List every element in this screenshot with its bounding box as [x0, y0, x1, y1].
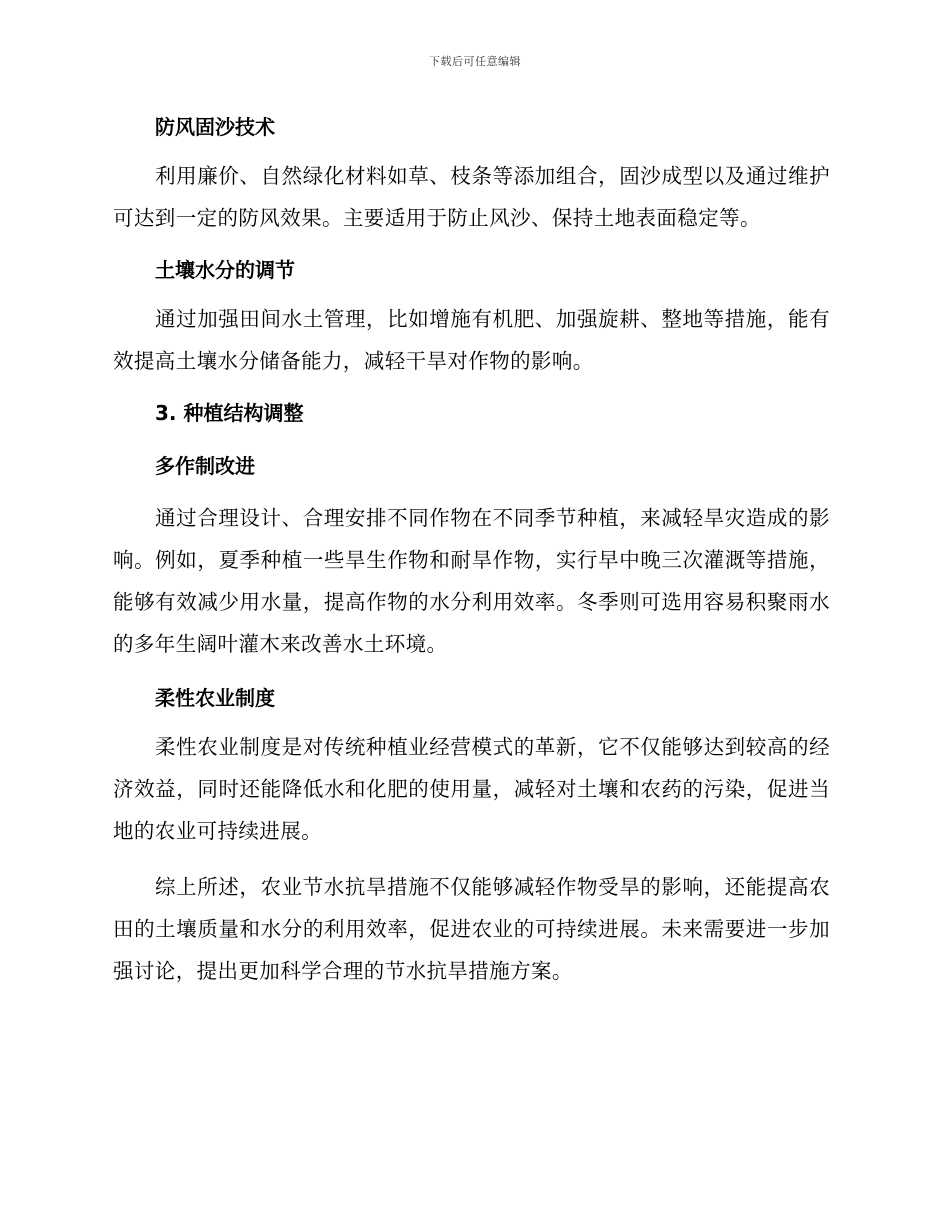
paragraph-flexible-agriculture: 柔性农业制度是对传统种植业经营模式的革新，它不仅能够达到较高的经济效益，同时还能降低水和化肥的使用量，减轻对土壤和农药的污染，促进当地的农业可持续进展。	[113, 735, 830, 843]
document-body	[113, 110, 830, 992]
paragraph-conclusion: 综上所述，农业节水抗旱措施不仅能够减轻作物受旱的影响，还能提高农田的土壤质量和水分的利用效率，促进农业的可持续进展。未来需要进一步加强讨论，提出更加科学合理的节水抗旱措施方案。	[113, 875, 830, 983]
page-header: 下载后可任意编辑	[429, 55, 521, 68]
section-heading-planting-structure: 3. 种植结构调整	[155, 401, 304, 425]
section-heading-flexible-agriculture: 柔性农业制度	[155, 686, 275, 710]
section-heading-multi-cropping: 多作制改进	[155, 454, 255, 478]
section-heading-windbreak: 防风固沙技术	[155, 115, 275, 139]
section-heading-soil-moisture: 土壤水分的调节	[155, 258, 295, 282]
paragraph-soil-moisture: 通过加强田间水土管理，比如增施有机肥、加强旋耕、整地等措施，能有效提高土壤水分储备能力，减轻干旱对作物的影响。	[113, 307, 830, 373]
paragraph-multi-cropping: 通过合理设计、合理安排不同作物在不同季节种植，来减轻旱灾造成的影响。例如，夏季种植一些旱生作物和耐旱作物，实行早中晚三次灌溉等措施，能够有效减少用水量，提高作物的水分利用效率。冬季则可选用容易积聚雨水的多年生阔叶灌木来改善水土环境。	[113, 506, 830, 656]
paragraph-windbreak: 利用廉价、自然绿化材料如草、枝条等添加组合，固沙成型以及通过维护可达到一定的防风效果。主要适用于防止风沙、保持土地表面稳定等。	[113, 164, 830, 230]
